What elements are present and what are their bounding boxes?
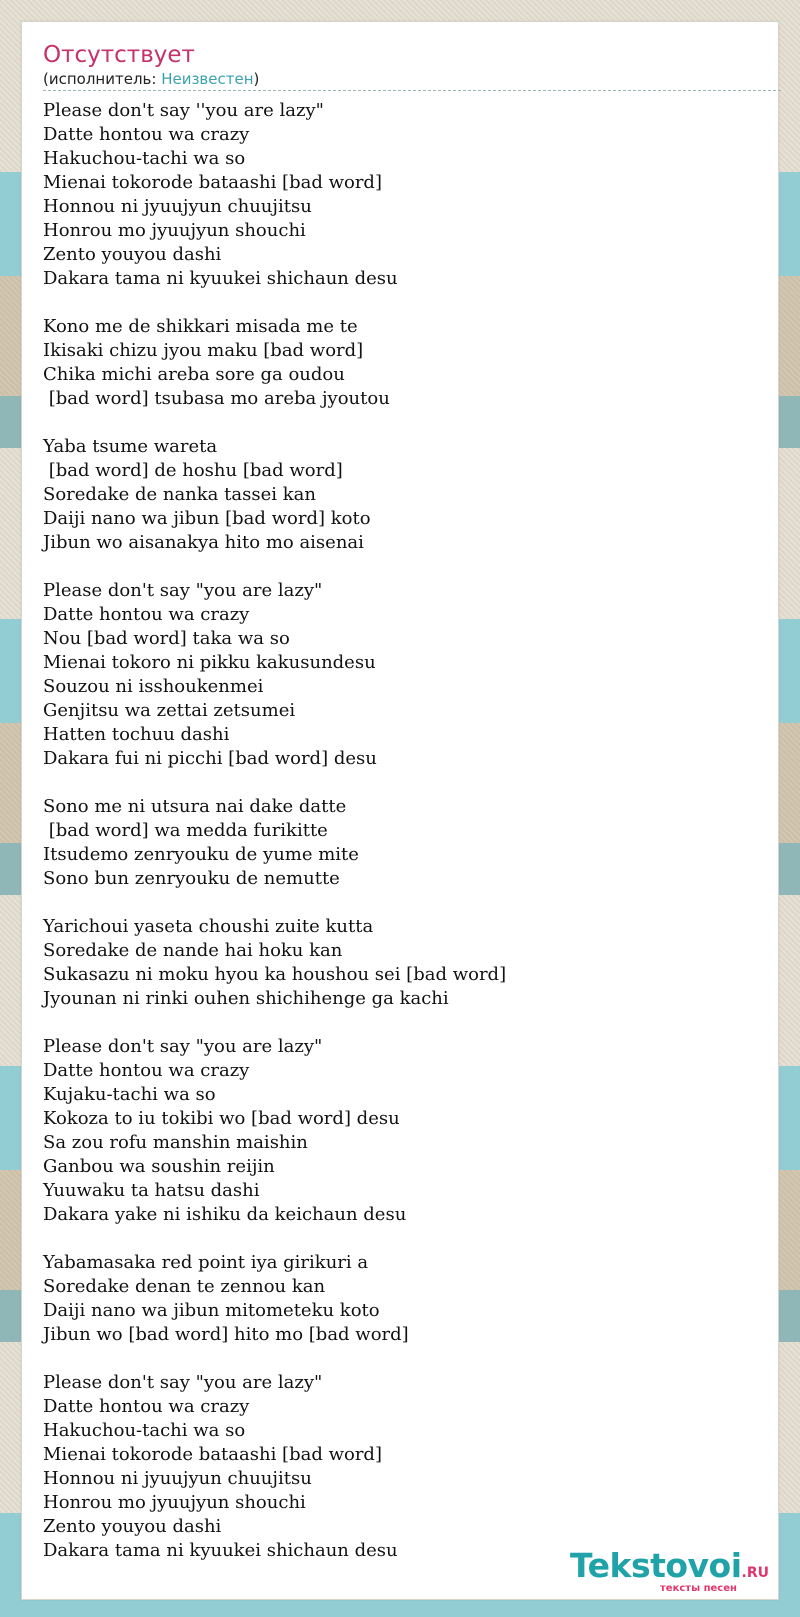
lyric-line: Please don't say ''you are lazy": [43, 100, 324, 121]
stanza-break: [43, 1227, 763, 1251]
lyric-line: Yuuwaku ta hatsu dashi: [43, 1180, 260, 1201]
artist-prefix: (исполнитель:: [43, 70, 162, 88]
stanza-break: [43, 411, 763, 435]
lyric-line: Honrou mo jyuujyun shouchi: [43, 1492, 306, 1513]
lyric-line: Dakara yake ni ishiku da keichaun desu: [43, 1204, 407, 1225]
lyric-line: Zento youyou dashi: [43, 244, 222, 265]
lyric-line: [bad word] de hoshu [bad word]: [43, 460, 343, 481]
lyric-line: Zento youyou dashi: [43, 1516, 222, 1537]
lyric-line: Hakuchou-tachi wa so: [43, 1420, 246, 1441]
lyric-line: Genjitsu wa zettai zetsumei: [43, 700, 296, 721]
logo-tld: .RU: [741, 1565, 770, 1581]
logo-tagline: тексты песен: [660, 1583, 737, 1594]
lyric-line: Ikisaki chizu jyou maku [bad word]: [43, 340, 364, 361]
lyric-line: Itsudemo zenryouku de yume mite: [43, 844, 359, 865]
lyric-line: Honnou ni jyuujyun chuujitsu: [43, 196, 312, 217]
lyric-line: Nou [bad word] taka wa so: [43, 628, 290, 649]
artist-line: [43, 72, 259, 87]
lyric-line: Please don't say "you are lazy": [43, 1036, 323, 1057]
artist-link[interactable]: Неизвестен: [161, 70, 254, 88]
site-logo[interactable]: [570, 1546, 780, 1599]
lyric-line: Datte hontou wa crazy: [43, 1396, 250, 1417]
lyric-line: Kujaku-tachi wa so: [43, 1084, 216, 1105]
stanza-break: [43, 555, 763, 579]
lyric-line: Please don't say "you are lazy": [43, 1372, 323, 1393]
lyric-line: Souzou ni isshoukenmei: [43, 676, 264, 697]
stanza-break: [43, 1347, 763, 1371]
lyric-line: Honnou ni jyuujyun chuujitsu: [43, 1468, 312, 1489]
stanza-break: [43, 891, 763, 915]
artist-suffix: ): [253, 70, 260, 88]
lyric-line: Datte hontou wa crazy: [43, 604, 250, 625]
lyric-line: Datte hontou wa crazy: [43, 124, 250, 145]
lyric-line: Sono me ni utsura nai dake datte: [43, 796, 347, 817]
lyric-line: Chika michi areba sore ga oudou: [43, 364, 345, 385]
lyric-line: Yarichoui yaseta choushi zuite kutta: [43, 916, 374, 937]
song-title: Отсутствует: [43, 42, 195, 68]
lyric-line: Daiji nano wa jibun [bad word] koto: [43, 508, 371, 529]
lyric-line: Soredake de nanka tassei kan: [43, 484, 316, 505]
logo-name: Tekstovoi: [570, 1546, 742, 1585]
lyric-line: Jibun wo [bad word] hito mo [bad word]: [43, 1324, 409, 1345]
lyric-line: Honrou mo jyuujyun shouchi: [43, 220, 306, 241]
stanza-break: [43, 291, 763, 315]
lyrics-text: [43, 99, 763, 1563]
lyric-line: Ganbou wa soushin reijin: [43, 1156, 275, 1177]
stanza-break: [43, 771, 763, 795]
lyric-line: Dakara tama ni kyuukei shichaun desu: [43, 268, 398, 289]
lyric-line: [bad word] tsubasa mo areba jyoutou: [43, 388, 390, 409]
lyric-line: Dakara tama ni kyuukei shichaun desu: [43, 1540, 398, 1561]
lyric-line: Soredake de nande hai hoku kan: [43, 940, 343, 961]
lyric-line: Mienai tokorode bataashi [bad word]: [43, 1444, 382, 1465]
lyric-line: Dakara fui ni picchi [bad word] desu: [43, 748, 377, 769]
lyric-line: Yaba tsume wareta: [43, 436, 218, 457]
title-divider: [43, 90, 781, 91]
lyric-line: Sukasazu ni moku hyou ka houshou sei [bad word]: [43, 964, 507, 985]
lyric-line: Kono me de shikkari misada me te: [43, 316, 358, 337]
lyric-line: Sono bun zenryouku de nemutte: [43, 868, 340, 889]
lyric-line: Kokoza to iu tokibi wo [bad word] desu: [43, 1108, 400, 1129]
lyric-line: Soredake denan te zennou kan: [43, 1276, 326, 1297]
lyric-line: Please don't say "you are lazy": [43, 580, 323, 601]
lyric-line: Hakuchou-tachi wa so: [43, 148, 246, 169]
lyric-line: Mienai tokoro ni pikku kakusundesu: [43, 652, 376, 673]
lyric-line: Sa zou rofu manshin maishin: [43, 1132, 308, 1153]
lyric-line: [bad word] wa medda furikitte: [43, 820, 328, 841]
lyric-line: Daiji nano wa jibun mitometeku koto: [43, 1300, 380, 1321]
lyric-line: Jyounan ni rinki ouhen shichihenge ga kachi: [43, 988, 449, 1009]
lyrics-card: [21, 21, 779, 1600]
lyric-line: Datte hontou wa crazy: [43, 1060, 250, 1081]
stanza-break: [43, 1011, 763, 1035]
lyric-line: Mienai tokorode bataashi [bad word]: [43, 172, 382, 193]
lyric-line: Yabamasaka red point iya girikuri a: [43, 1252, 369, 1273]
lyric-line: Hatten tochuu dashi: [43, 724, 230, 745]
lyric-line: Jibun wo aisanakya hito mo aisenai: [43, 532, 364, 553]
